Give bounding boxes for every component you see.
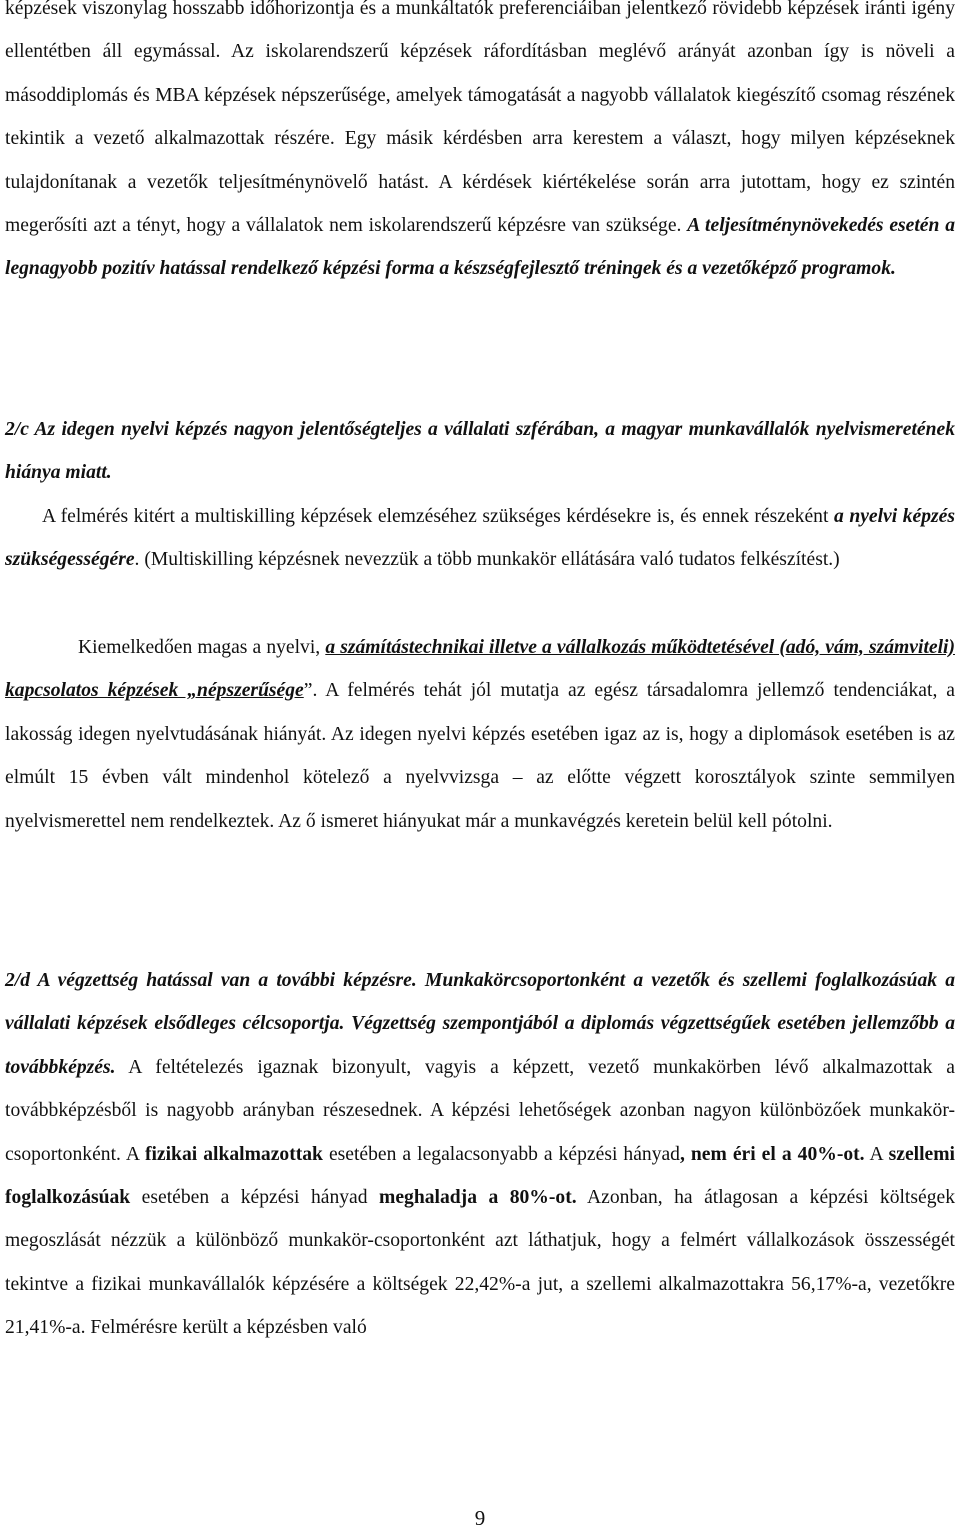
paragraph-text: esetében a legalacsonyabb a képzési hányad <box>322 1143 680 1165</box>
paragraph-text: . (Multiskilling képzésnek nevezzük a több munkakör ellátására való tudatos felkészítést.) <box>134 549 840 571</box>
paragraph-2d-education-level <box>5 959 955 1350</box>
emphasis-over-80-percent: meghaladja a 80%-ot. <box>379 1187 577 1209</box>
paragraph-text: A felmérés kitért a multiskilling képzések elemzéséhez szükséges kérdésekre is, és ennek részeként <box>42 506 834 527</box>
paragraph-text: A feltételezés igaznak bizonyult, vagyis a képzett, vezető munkakörben lévő alkalmazottak a továbbképzésből is nagyobb arányban részesednek. A képzési lehetőségek azonban nagyon különbözőek munkakör-csoportonként. A <box>5 1056 955 1165</box>
paragraph-popular-trainings <box>5 626 955 843</box>
heading-2c-language-training: 2/c Az idegen nyelvi képzés nagyon jelentőségteljes a vállalati szférában, a magyar munkavállalók nyelvismeretének hiánya miatt. <box>5 419 955 484</box>
emphasis-white-collar: szellemi foglalkozásúak <box>5 1143 955 1209</box>
paragraph-text: ”. A felmérés tehát jól mutatja az egész társadalomra jellemző tendenciákat, a lakosság idegen nyelvtudásának hiányát. Az idegen nyelvi képzés esetében igaz az is, hogy a diplomások esetében is az elmúlt 15 évben vált mindenhol kötelező a nyelvvizsga – az előtte végzett korosztályok szinte semmilyen nyelvismerettel nem rendelkeztek. Az ő ismeret hiányukat már a munkavégzés keretein belül kell pótolni. <box>5 680 955 832</box>
paragraph-text: Azonban, ha átlagosan a képzési költségek megoszlását nézzük a különböző munkakör-csoportonként azt láthatjuk, hogy a felmért vállalkozások összességét tekintve a fizikai munkavállalók képzésére a költségek 22,42%-a jut, a szellemi alkalmazottakra 56,17%-a, vezetőkre 21,41%-a. Felmérésre került a képzésben való <box>5 1187 955 1339</box>
heading-2d-education-level: 2/d A végzettség hatással van a további képzésre. Munkakörcsoportonként a vezetők és szellemi foglalkozásúak a vállalati képzések elsődleges célcsoportja. Végzettség szempontjából a diplomás végzettségűek esetében jellemzőbb a továbbképzés. <box>5 970 955 1078</box>
paragraph-training-preferences <box>5 0 955 291</box>
paragraph-multiskilling <box>5 495 955 582</box>
paragraph-text: esetében a képzési hányad <box>130 1187 380 1209</box>
emphasis-under-40-percent: , nem éri el a 40%-ot. <box>679 1143 865 1165</box>
emphasis-physical-workers: fizikai alkalmazottak <box>144 1143 323 1165</box>
paragraph-text: Kiemelkedően magas a nyelvi, <box>78 637 326 658</box>
paragraph-text: képzések viszonylag hosszabb időhorizontja és a munkáltatók preferenciáiban jelentkező rövidebb képzések iránti igény ellentétben áll egymással. Az iskolarendszerű képzések ráfordításban meglévő arányát azonban így is növeli a másoddiplomás és MBA képzések népszerűsége, amelyek támogatását a nagyobb vállalatok kiegészítő csomag részének tekintik a vezető alkalmazottak részére. Egy másik kérdésben arra kerestem a választ, hogy milyen képzéseknek tulajdonítanak a vezetők teljesítménynövelő hatást. A kérdések kiértékelése során arra jutottam, hogy ez szintén megerősíti azt a tényt, hogy a vállalatok nem iskolarendszerű képzésre van szüksége. <box>5 0 955 237</box>
emphasis-popular-trainings: a számítástechnikai illetve a vállalkozás működtetésével (adó, vám, számviteli) kapcsolatos képzések „népszerűsége <box>5 637 955 702</box>
emphasis-language-need: a nyelvi képzés szükségességére <box>5 506 955 571</box>
paragraph-text: A <box>864 1143 889 1165</box>
emphasis-conclusion: A teljesítménynövekedés esetén a legnagyobb pozitív hatással rendelkező képzési forma a készségfejlesztő tréningek és a vezetőképző programok. <box>5 215 955 280</box>
page-number: 9 <box>474 1506 486 1530</box>
